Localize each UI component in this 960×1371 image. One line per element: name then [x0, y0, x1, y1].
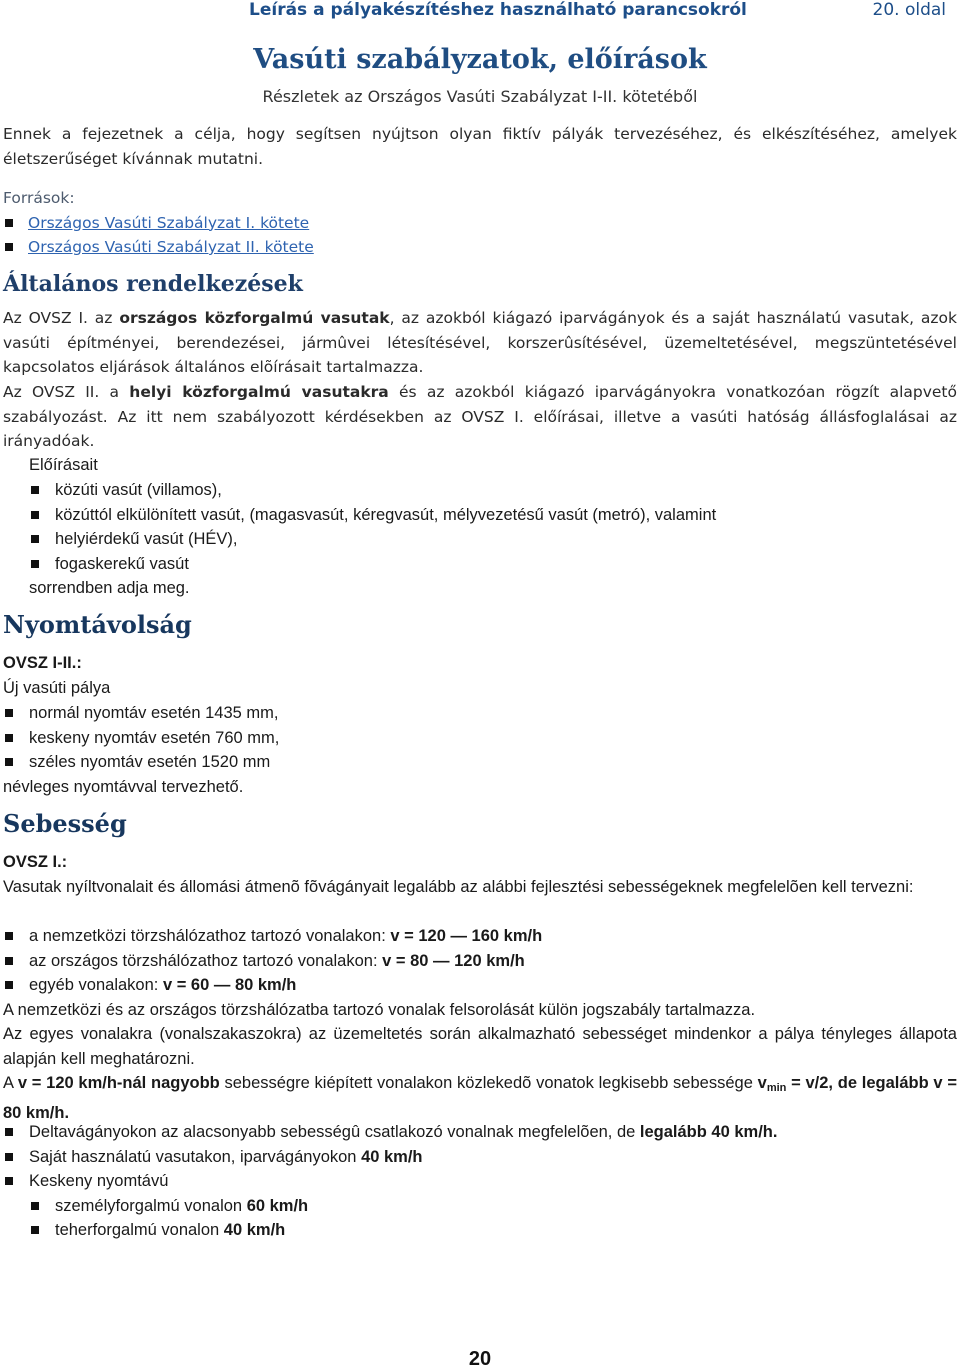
subscript: min — [766, 1082, 787, 1094]
text-run: Az OVSZ II. a — [3, 383, 130, 401]
list-item — [3, 1120, 957, 1145]
text-run: és az azokból kiágazó iparvágányokra vonatkozóan rögzít alapvető szabályozást. Az itt nem szabályozott kérdésekben az OVSZ I. előírásai, illetve a vasúti hatóság állásfoglalásai az irányadóak. — [3, 383, 957, 450]
list-item — [3, 750, 957, 775]
text-run: sebességre kiépített vonalakon közlekedõ vonatok legkisebb sebessége — [219, 1074, 758, 1092]
bullet-square-icon — [31, 1226, 39, 1234]
document-subtitle: Részletek az Országos Vasúti Szabályzat I-II. kötetéből — [262, 87, 698, 106]
speed-intro: Vasutak nyíltvonalait és állomási átmenõ fõvágányait legalább az alábbi fejlesztési sebességeknek megfelelõen kell tervezni: — [3, 878, 914, 896]
list-item — [3, 1194, 957, 1219]
speed-list-block — [3, 924, 957, 998]
bullet-square-icon — [5, 932, 13, 940]
list-item-text: Saját használatú vasutakon, iparvágányokon — [29, 1147, 362, 1166]
text-run-bold: v — [757, 1074, 767, 1092]
list-item — [3, 503, 957, 528]
list-item-bold: 60 km/h — [246, 1196, 309, 1215]
bullet-square-icon — [5, 957, 13, 965]
list-item-text: a nemzetközi törzshálózathoz tartozó vonalakon: — [29, 927, 391, 945]
text-run-bold: v = 120 km/h-nál nagyobb — [17, 1074, 220, 1092]
text-run-bold: = v/2, de legalább v = 80 km/h. — [3, 1074, 957, 1122]
header-title: Leírás a pályakészítéshez használható parancsokról — [249, 0, 747, 20]
regulations-list-block — [3, 478, 957, 576]
bullet-square-icon — [31, 535, 39, 543]
speed-reference: OVSZ I.: — [3, 853, 68, 871]
bullet-square-icon — [5, 1177, 13, 1185]
list-item-bold: v = 120 — 160 km/h — [390, 927, 543, 945]
list-item-text: teherforgalmú vonalon — [55, 1221, 224, 1240]
gauge-list-block — [3, 701, 957, 775]
list-item — [3, 1145, 957, 1170]
regulations-outro: sorrendben adja meg. — [29, 579, 190, 597]
bullet-square-icon — [5, 709, 13, 717]
gauge-outro: névleges nyomtávval tervezhető. — [3, 778, 244, 796]
source-link-ovsz-1[interactable]: Országos Vasúti Szabályzat I. kötete — [28, 213, 310, 232]
list-item — [3, 726, 957, 751]
list-item-bold: v = 80 — 120 km/h — [382, 951, 525, 970]
speed-list-2 — [3, 1120, 957, 1194]
page-header — [0, 0, 960, 22]
list-item-text: egyéb vonalakon: — [29, 976, 163, 995]
heading-general: Általános rendelkezések — [3, 271, 303, 297]
bullet-square-icon — [31, 486, 39, 494]
list-item — [3, 478, 957, 503]
text-run: Az OVSZ I. az — [3, 309, 120, 327]
header-page-label: 20. oldal — [872, 0, 946, 20]
narrow-gauge-speed-list — [3, 1194, 957, 1243]
list-item-text: közúttól elkülönített vasút, (magasvasút, kéregvasút, mélyvezetésű vasút (metró), valamint — [55, 505, 717, 524]
source-item — [3, 211, 957, 236]
speed-paragraph-3 — [3, 1071, 957, 1125]
speed-list2-block — [3, 1120, 957, 1243]
list-item-text: Keskeny nyomtávú — [29, 1172, 169, 1191]
gauge-reference: OVSZ I-II.: — [3, 654, 82, 672]
heading-gauge: Nyomtávolság — [3, 610, 192, 639]
list-item — [3, 527, 957, 552]
sources-label: Források: — [3, 189, 75, 207]
bullet-square-icon — [5, 1153, 13, 1161]
source-link-ovsz-2[interactable]: Országos Vasúti Szabályzat II. kötete — [28, 238, 314, 256]
regulations-list — [3, 478, 957, 576]
list-item — [3, 973, 957, 998]
general-paragraph-1 — [3, 306, 957, 380]
page-number: 20 — [468, 1348, 492, 1370]
sources-list — [3, 211, 957, 260]
list-item-text: közúti vasút (villamos), — [55, 481, 222, 499]
gauge-list — [3, 701, 957, 775]
bullet-square-icon — [5, 219, 13, 227]
list-item-text: helyiérdekű vasút (HÉV), — [55, 530, 238, 549]
list-item-text: normál nyomtáv esetén 1435 mm, — [29, 704, 279, 722]
list-item — [3, 1169, 957, 1194]
list-item-text: fogaskerekű vasút — [55, 554, 189, 573]
gauge-intro: Új vasúti pálya — [3, 679, 111, 697]
list-item — [3, 924, 957, 949]
speed-paragraph-1: A nemzetközi és az országos törzshálózatba tartozó vonalak felsorolását külön jogszabály tartalmazza. — [3, 1001, 756, 1019]
list-item-text: személyforgalmú vonalon — [55, 1196, 247, 1215]
intro-paragraph: Ennek a fejezetnek a célja, hogy segítsen nyújtson olyan fiktív pályák tervezéséhez, és elkészítéséhez, amelyek életszerűséget kívánnak mutatni. — [3, 125, 957, 168]
text-run-bold: helyi közforgalmú vasutakra — [129, 383, 389, 401]
list-item — [3, 701, 957, 726]
speed-list — [3, 924, 957, 998]
source-item — [3, 235, 957, 260]
list-item — [3, 1218, 957, 1243]
document-title: Vasúti szabályzatok, előírások — [253, 44, 707, 75]
list-item-bold: 40 km/h — [223, 1221, 286, 1240]
list-item — [3, 552, 957, 577]
heading-speed: Sebesség — [3, 809, 127, 838]
regulations-intro: Előírásait — [29, 456, 98, 474]
speed-paragraph-2: Az egyes vonalakra (vonalszakaszokra) az üzemeltetés során alkalmazható sebességet mindenkor a pálya tényleges állapota alapján kell meghatározni. — [3, 1025, 957, 1068]
list-item-bold: legalább 40 km/h. — [639, 1123, 778, 1141]
list-item-bold: 40 km/h — [361, 1147, 423, 1166]
list-item-text: keskeny nyomtáv esetén 760 mm, — [29, 728, 280, 747]
text-run-bold: országos közforgalmú vasutak — [119, 309, 390, 327]
bullet-square-icon — [5, 981, 13, 989]
bullet-square-icon — [5, 1128, 13, 1136]
list-item — [3, 949, 957, 974]
bullet-square-icon — [31, 1202, 39, 1210]
bullet-square-icon — [31, 560, 39, 568]
sources-section — [3, 186, 957, 260]
text-run: A — [3, 1074, 18, 1092]
bullet-square-icon — [5, 758, 13, 766]
bullet-square-icon — [31, 511, 39, 519]
text-run: , az azokból kiágazó iparvágányok és a saját használatú vasutak, azok vasúti építményei, berendezései, jármûvei létesítésével, korszerûsítésével, üzemeltetésével, megszüntetésével kapcsolatos eljárások általános elõírásait tartalmazza. — [3, 309, 957, 376]
list-item-text: széles nyomtáv esetén 1520 mm — [29, 753, 271, 772]
list-item-bold: v = 60 — 80 km/h — [162, 976, 297, 995]
bullet-square-icon — [5, 243, 13, 251]
bullet-square-icon — [5, 734, 13, 742]
list-item-text: az országos törzshálózathoz tartozó vonalakon: — [29, 951, 383, 970]
general-paragraph-2 — [3, 380, 957, 454]
list-item-text: Deltavágányokon az alacsonyabb sebességû csatlakozó vonalnak megfelelõen, de — [29, 1123, 640, 1141]
